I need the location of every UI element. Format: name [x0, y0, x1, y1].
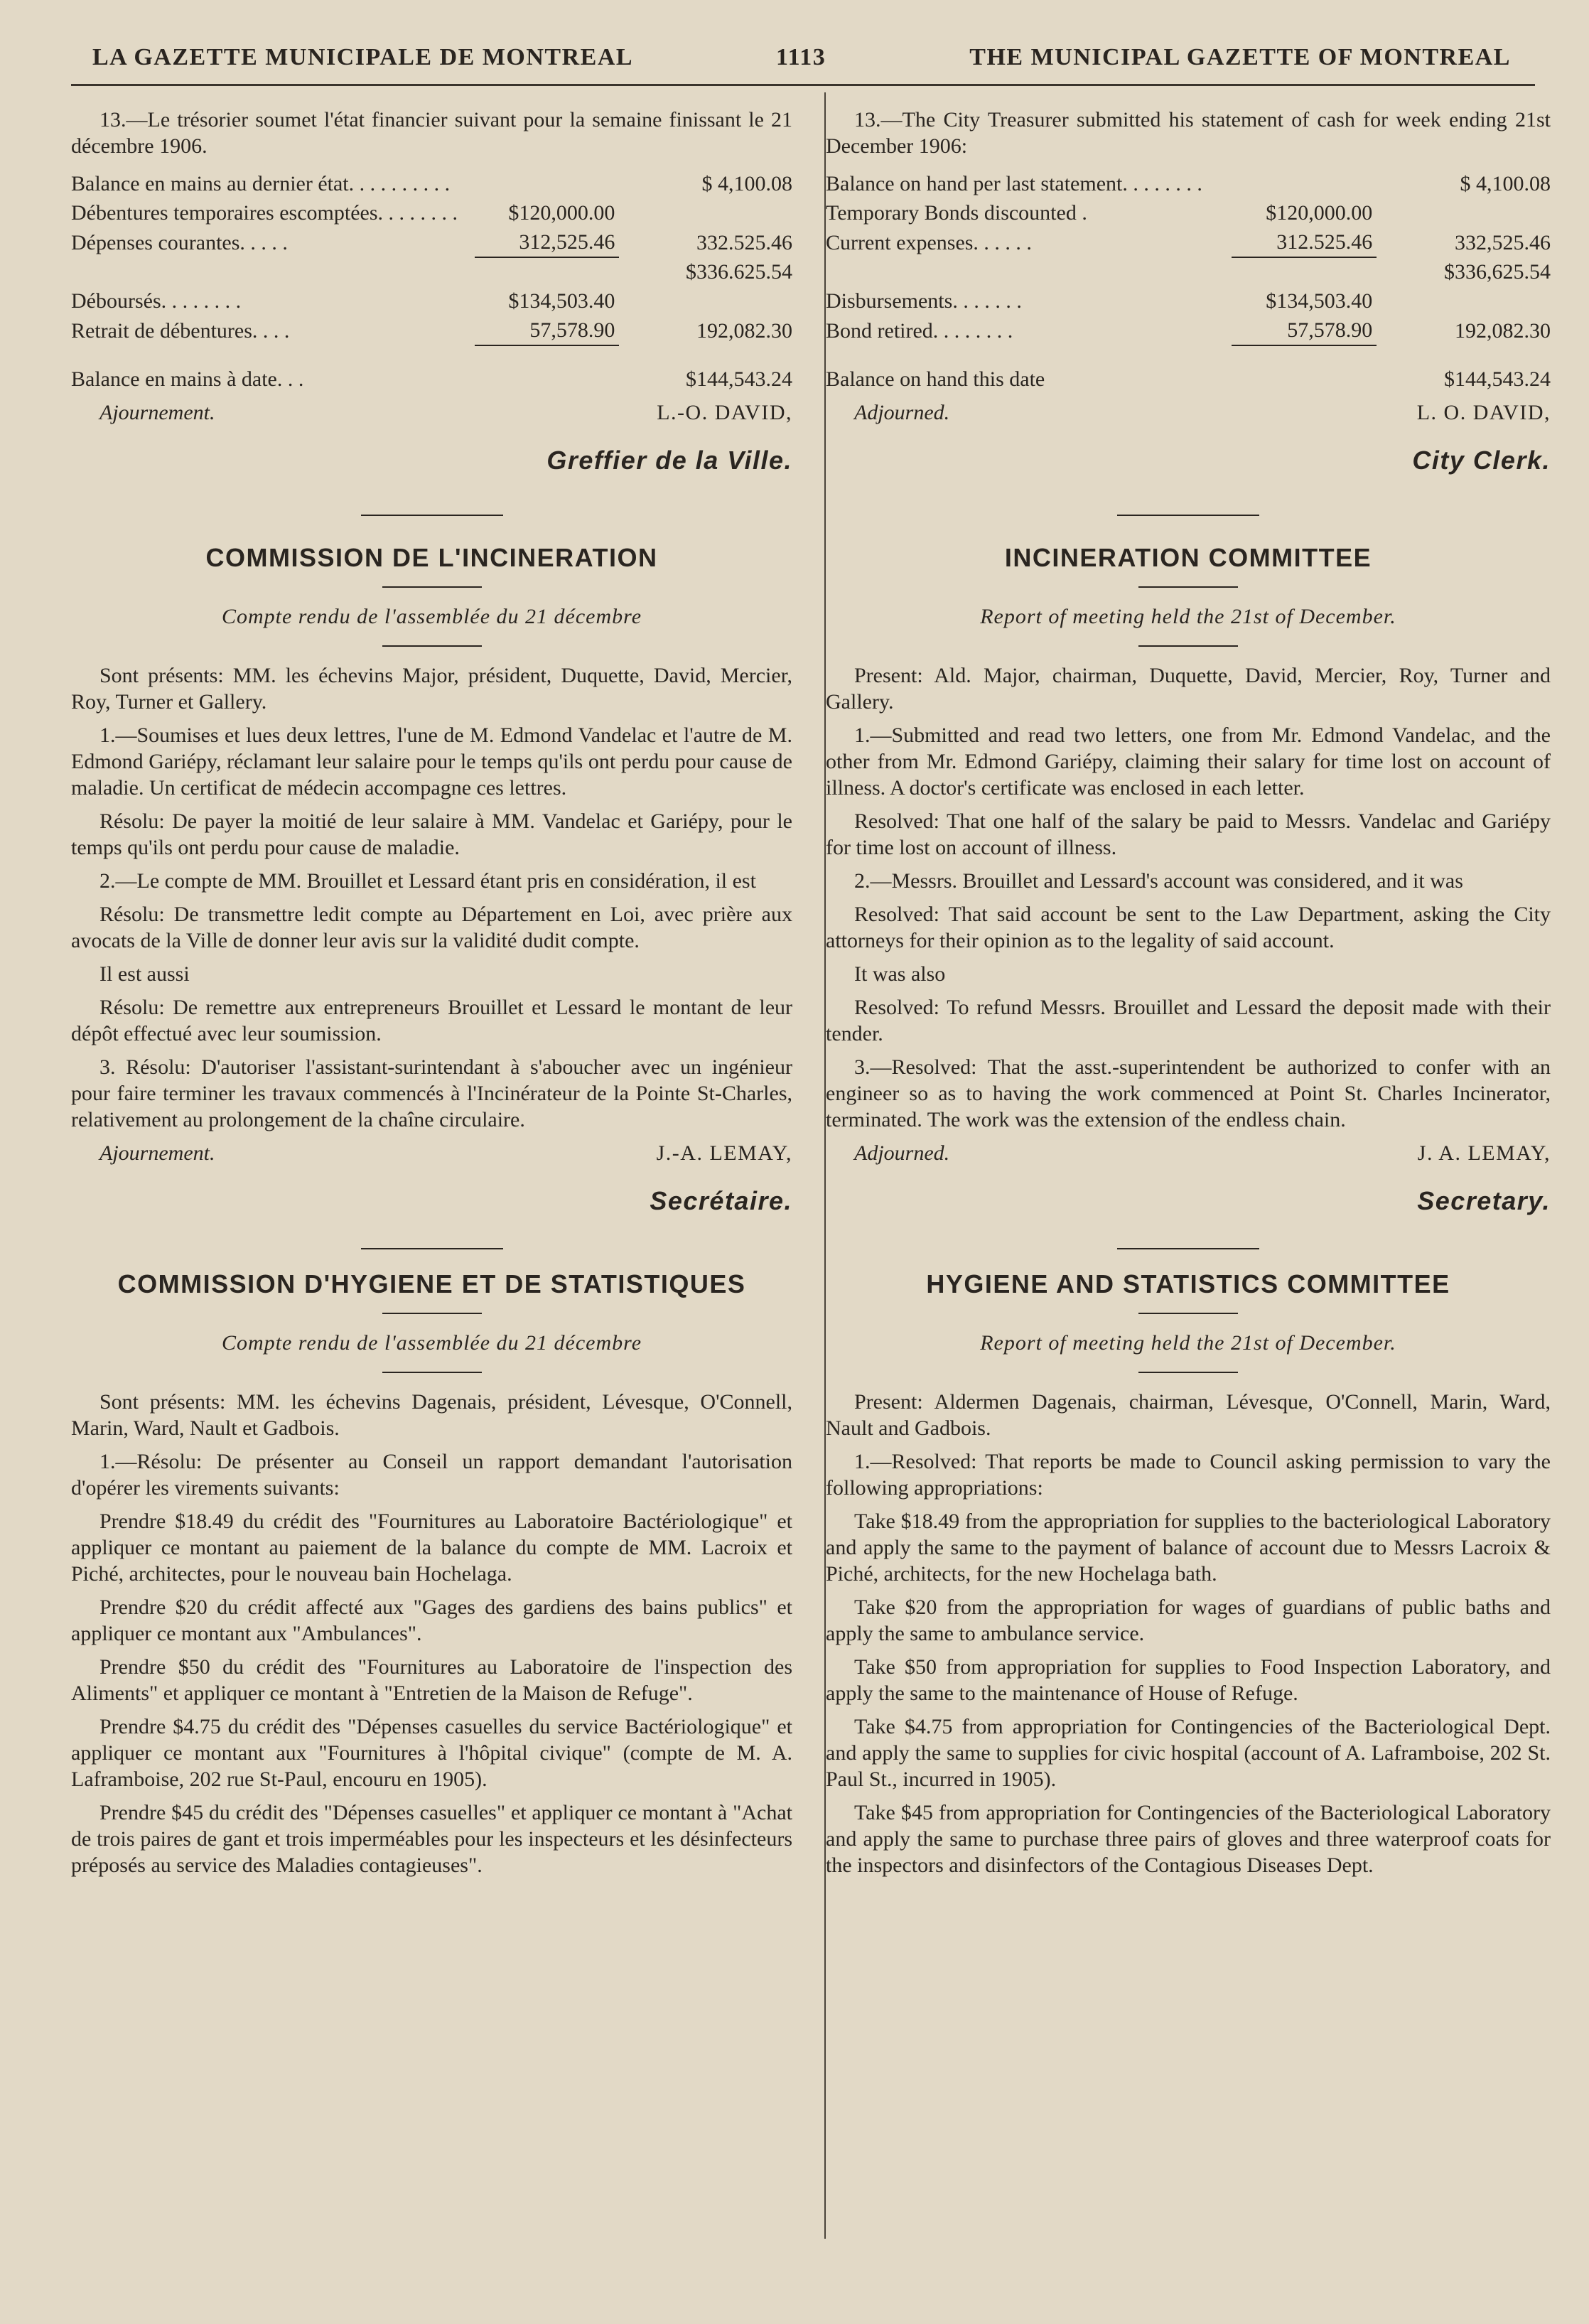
header-rule [71, 84, 1535, 86]
minutes-paragraph: Résolu: De payer la moitié de leur salaire à MM. Vandelac et Gariépy, pour le temps qu'ils ont perdu pour cause de maladie. [71, 809, 792, 859]
signer-name: L.-O. DAVID, [657, 401, 792, 424]
ledger-label: Current expenses. . . . . . [826, 231, 1032, 254]
treasurer-ledger [71, 169, 792, 394]
section-rule [361, 1248, 503, 1249]
ledger-total: $ 4,100.08 [1460, 172, 1551, 195]
ledger-label: Déboursés. . . . . . . . [71, 289, 242, 313]
ledger-amount: 312,525.46 [475, 227, 619, 257]
signer-name: L. O. DAVID, [1416, 401, 1551, 424]
ledger-total: $144,543.24 [1444, 367, 1551, 391]
adjournment: Ajournement. [99, 401, 215, 424]
minutes-paragraph: Résolu: De remettre aux entrepreneurs Brouillet et Lessard le montant de leur dépôt effectué avec leur soumission. [71, 996, 792, 1045]
signature-block [71, 399, 792, 486]
ledger-total: $ 4,100.08 [701, 172, 792, 195]
title-rule [1138, 645, 1238, 647]
ledger-label: Temporary Bonds discounted . [826, 201, 1087, 225]
minutes-paragraph: Resolved: To refund Messrs. Brouillet and Lessard the deposit made with their tender. [826, 996, 1551, 1045]
running-head-french: LA GAZETTE MUNICIPALE DE MONTREAL [92, 44, 634, 70]
ledger-label: Balance en mains au dernier état. . . . . . . . . . [71, 172, 451, 195]
treasurer-intro: 13.—The City Treasurer submitted his statement of cash for week ending 21st December 1906: [826, 108, 1551, 158]
right-column [826, 107, 1551, 1885]
section-title-incineration-fr: COMMISSION DE L'INCINERATION [205, 543, 658, 572]
signature [650, 1140, 792, 1227]
minutes-paragraph: Present: Aldermen Dagenais, chairman, Lévesque, O'Connell, Marin, Ward, Nault and Gadbois. [826, 1390, 1551, 1440]
minutes-paragraph: Sont présents: MM. les échevins Dagenais, président, Lévesque, O'Connell, Marin, Ward, Nault et Gadbois. [71, 1390, 792, 1440]
report-subtitle: Compte rendu de l'assemblée du 21 décembre [221, 1331, 642, 1355]
signature [546, 399, 792, 486]
ledger-label: Dépenses courantes. . . . . [71, 231, 288, 254]
ledger-total: 332,525.46 [1455, 231, 1551, 254]
ledger-label: Débentures temporaires escomptées. . . . . . . . [71, 201, 458, 225]
signer-name: J. A. LEMAY, [1417, 1141, 1551, 1165]
title-rule [382, 586, 482, 588]
section-title-hygiene-en: HYGIENE AND STATISTICS COMMITTEE [926, 1269, 1450, 1298]
adjournment: Adjourned. [854, 401, 950, 424]
minutes-paragraph: Prendre $20 du crédit affecté aux "Gages des gardiens des bains publics" et appliquer ce montant aux "Ambulances". [71, 1596, 792, 1645]
report-subtitle: Report of meeting held the 21st of December. [980, 605, 1396, 628]
treasurer-ledger [826, 169, 1551, 394]
minutes-paragraph: Resolved: That said account be sent to the Law Department, asking the City attorneys for their opinion as to the legality of said account. [826, 903, 1551, 952]
ledger-label: Disbursements. . . . . . . [826, 289, 1022, 313]
minutes-paragraph: 1.—Submitted and read two letters, one from Mr. Edmond Vandelac, and the other from Mr. Edmond Gariépy, claiming their salary for time lost on account of illness. A doctor's certificate was enclosed in each letter. [826, 723, 1551, 800]
page-number: 1113 [776, 44, 826, 70]
report-subtitle: Report of meeting held the 21st of December. [980, 1331, 1396, 1355]
minutes-paragraph: Take $18.49 from the appropriation for supplies to the bacteriological Laboratory and apply the same to the payment of balance of account due to Messrs Lacroix & Piché, architects, for the new Hochelaga bath. [826, 1510, 1551, 1586]
ledger-amount: 57,578.90 [475, 316, 619, 345]
title-rule [382, 645, 482, 647]
title-rule [1138, 1313, 1238, 1314]
signer-title: Secrétaire. [650, 1186, 792, 1215]
title-rule [382, 1372, 482, 1373]
ledger-label: Balance on hand this date [826, 367, 1045, 391]
title-rule [1138, 586, 1238, 588]
minutes-paragraph: Take $45 from appropriation for Contingencies of the Bacteriological Laboratory and apply the same to purchase three pairs of gloves and three waterproof coats for the inspectors and disinfectors of the Contagious Diseases Dept. [826, 1801, 1551, 1877]
section-rule [361, 515, 503, 516]
section-title-incineration-en: INCINERATION COMMITTEE [1004, 543, 1372, 572]
treasurer-intro: 13.—Le trésorier soumet l'état financier suivant pour la semaine finissant le 21 décembre 1906. [71, 108, 792, 158]
ledger-amount: 57,578.90 [1232, 316, 1377, 345]
minutes-paragraph: Take $50 from appropriation for supplies to Food Inspection Laboratory, and apply the same to the maintenance of House of Refuge. [826, 1655, 1551, 1705]
report-subtitle: Compte rendu de l'assemblée du 21 décembre [221, 605, 642, 628]
ledger-amount: $120,000.00 [508, 201, 615, 225]
signature [1412, 399, 1551, 486]
minutes-paragraph: Present: Ald. Major, chairman, Duquette, David, Mercier, Roy, Turner and Gallery. [826, 664, 1551, 714]
minutes-paragraph: Prendre $50 du crédit des "Fournitures au Laboratoire de l'inspection des Aliments" et appliquer ce montant à "Entretien de la Maison de Refuge". [71, 1655, 792, 1705]
section-rule [1117, 1248, 1259, 1249]
ledger-amount: $120,000.00 [1266, 201, 1373, 225]
ledger-amount: 312.525.46 [1232, 227, 1377, 257]
minutes-paragraph: 3.—Resolved: That the asst.-superintendent be authorized to confer with an engineer so as to having the work commenced at Point St. Charles Incinerator, terminated. The work was the extension of the endless chain. [826, 1055, 1551, 1131]
section-rule [1117, 515, 1259, 516]
ledger-total: 332.525.46 [696, 231, 792, 254]
minutes-paragraph: Il est aussi [99, 962, 190, 986]
ledger-label: Balance en mains à date. . . [71, 367, 304, 391]
signature-block [826, 399, 1551, 486]
ledger-total: $336,625.54 [1444, 260, 1551, 284]
ledger-total: $336.625.54 [686, 260, 792, 284]
ledger-amount: $134,503.40 [1266, 289, 1373, 313]
ledger-label: Retrait de débentures. . . . [71, 319, 290, 343]
signature-block [71, 1140, 792, 1227]
left-column [71, 107, 792, 1885]
minutes-paragraph: 2.—Le compte de MM. Brouillet et Lessard étant pris en considération, il est [99, 869, 756, 893]
adjournment: Ajournement. [99, 1141, 215, 1165]
signer-title: City Clerk. [1412, 446, 1551, 475]
signer-title: Secretary. [1417, 1186, 1551, 1215]
title-rule [1138, 1372, 1238, 1373]
minutes-paragraph: 1.—Soumises et lues deux lettres, l'une de M. Edmond Vandelac et l'autre de M. Edmond Gariépy, réclamant leur salaire pour le temps qu'ils ont perdu pour cause de maladie. Un certificat de médecin accompagne ces lettres. [71, 723, 792, 800]
title-rule [382, 1313, 482, 1314]
ledger-total: $144,543.24 [686, 367, 792, 391]
ledger-total: 192,082.30 [1455, 319, 1551, 343]
section-title-hygiene-fr: COMMISSION D'HYGIENE ET DE STATISTIQUES [117, 1269, 746, 1298]
ledger-label: Bond retired. . . . . . . . [826, 319, 1013, 343]
minutes-paragraph: Prendre $45 du crédit des "Dépenses casuelles" et appliquer ce montant à "Achat de trois paires de gant et trois imperméables pour les inspecteurs et les désinfecteurs préposés au service des Maladies contagieuses". [71, 1801, 792, 1877]
ledger-total: 192,082.30 [696, 319, 792, 343]
minutes-paragraph: Prendre $4.75 du crédit des "Dépenses casuelles du service Bactériologique" et appliquer ce montant aux "Fournitures à l'hôpital civique" (compte de M. A. Laframboise, 202 rue St-Paul, encouru en 1905). [71, 1715, 792, 1791]
minutes-paragraph: Sont présents: MM. les échevins Major, président, Duquette, David, Mercier, Roy, Turner et Gallery. [71, 664, 792, 714]
signer-title: Greffier de la Ville. [546, 446, 792, 475]
ledger-label: Balance on hand per last statement. . . . . . . . [826, 172, 1202, 195]
minutes-paragraph: Take $20 from the appropriation for wages of guardians of public baths and apply the same to ambulance service. [826, 1596, 1551, 1645]
adjournment: Adjourned. [854, 1141, 950, 1165]
ledger-amount: $134,503.40 [508, 289, 615, 313]
signature [1417, 1140, 1551, 1227]
minutes-paragraph: Resolved: That one half of the salary be paid to Messrs. Vandelac and Gariépy for time lost on account of illness. [826, 809, 1551, 859]
minutes-paragraph: Take $4.75 from appropriation for Contingencies of the Bacteriological Dept. and apply the same to supplies for civic hospital (account of A. Laframboise, 202 St. Paul St., incurred in 1905). [826, 1715, 1551, 1791]
running-head-english: THE MUNICIPAL GAZETTE OF MONTREAL [969, 44, 1511, 70]
minutes-paragraph: Prendre $18.49 du crédit des "Fournitures au Laboratoire Bactériologique" et appliquer ce montant au paiement de la balance du compte de MM. Lacroix et Piché, architectes, pour le nouveau bain Hochelaga. [71, 1510, 792, 1586]
minutes-paragraph: It was also [854, 962, 946, 986]
minutes-paragraph: 1.—Resolved: That reports be made to Council asking permission to vary the following appropriations: [826, 1450, 1551, 1500]
minutes-paragraph: 3. Résolu: D'autoriser l'assistant-surintendant à s'aboucher avec un ingénieur pour faire terminer les travaux commencés à l'Incinérateur de la Pointe St-Charles, relativement au prolongement de la chaîne circulaire. [71, 1055, 792, 1131]
minutes-paragraph: 1.—Résolu: De présenter au Conseil un rapport demandant l'autorisation d'opérer les virements suivants: [71, 1450, 792, 1500]
signer-name: J.-A. LEMAY, [656, 1141, 792, 1165]
minutes-paragraph: 2.—Messrs. Brouillet and Lessard's account was considered, and it was [854, 869, 1463, 893]
minutes-paragraph: Résolu: De transmettre ledit compte au Département en Loi, avec prière aux avocats de la Ville de donner leur avis sur la validité dudit compte. [71, 903, 792, 952]
signature-block [826, 1140, 1551, 1227]
